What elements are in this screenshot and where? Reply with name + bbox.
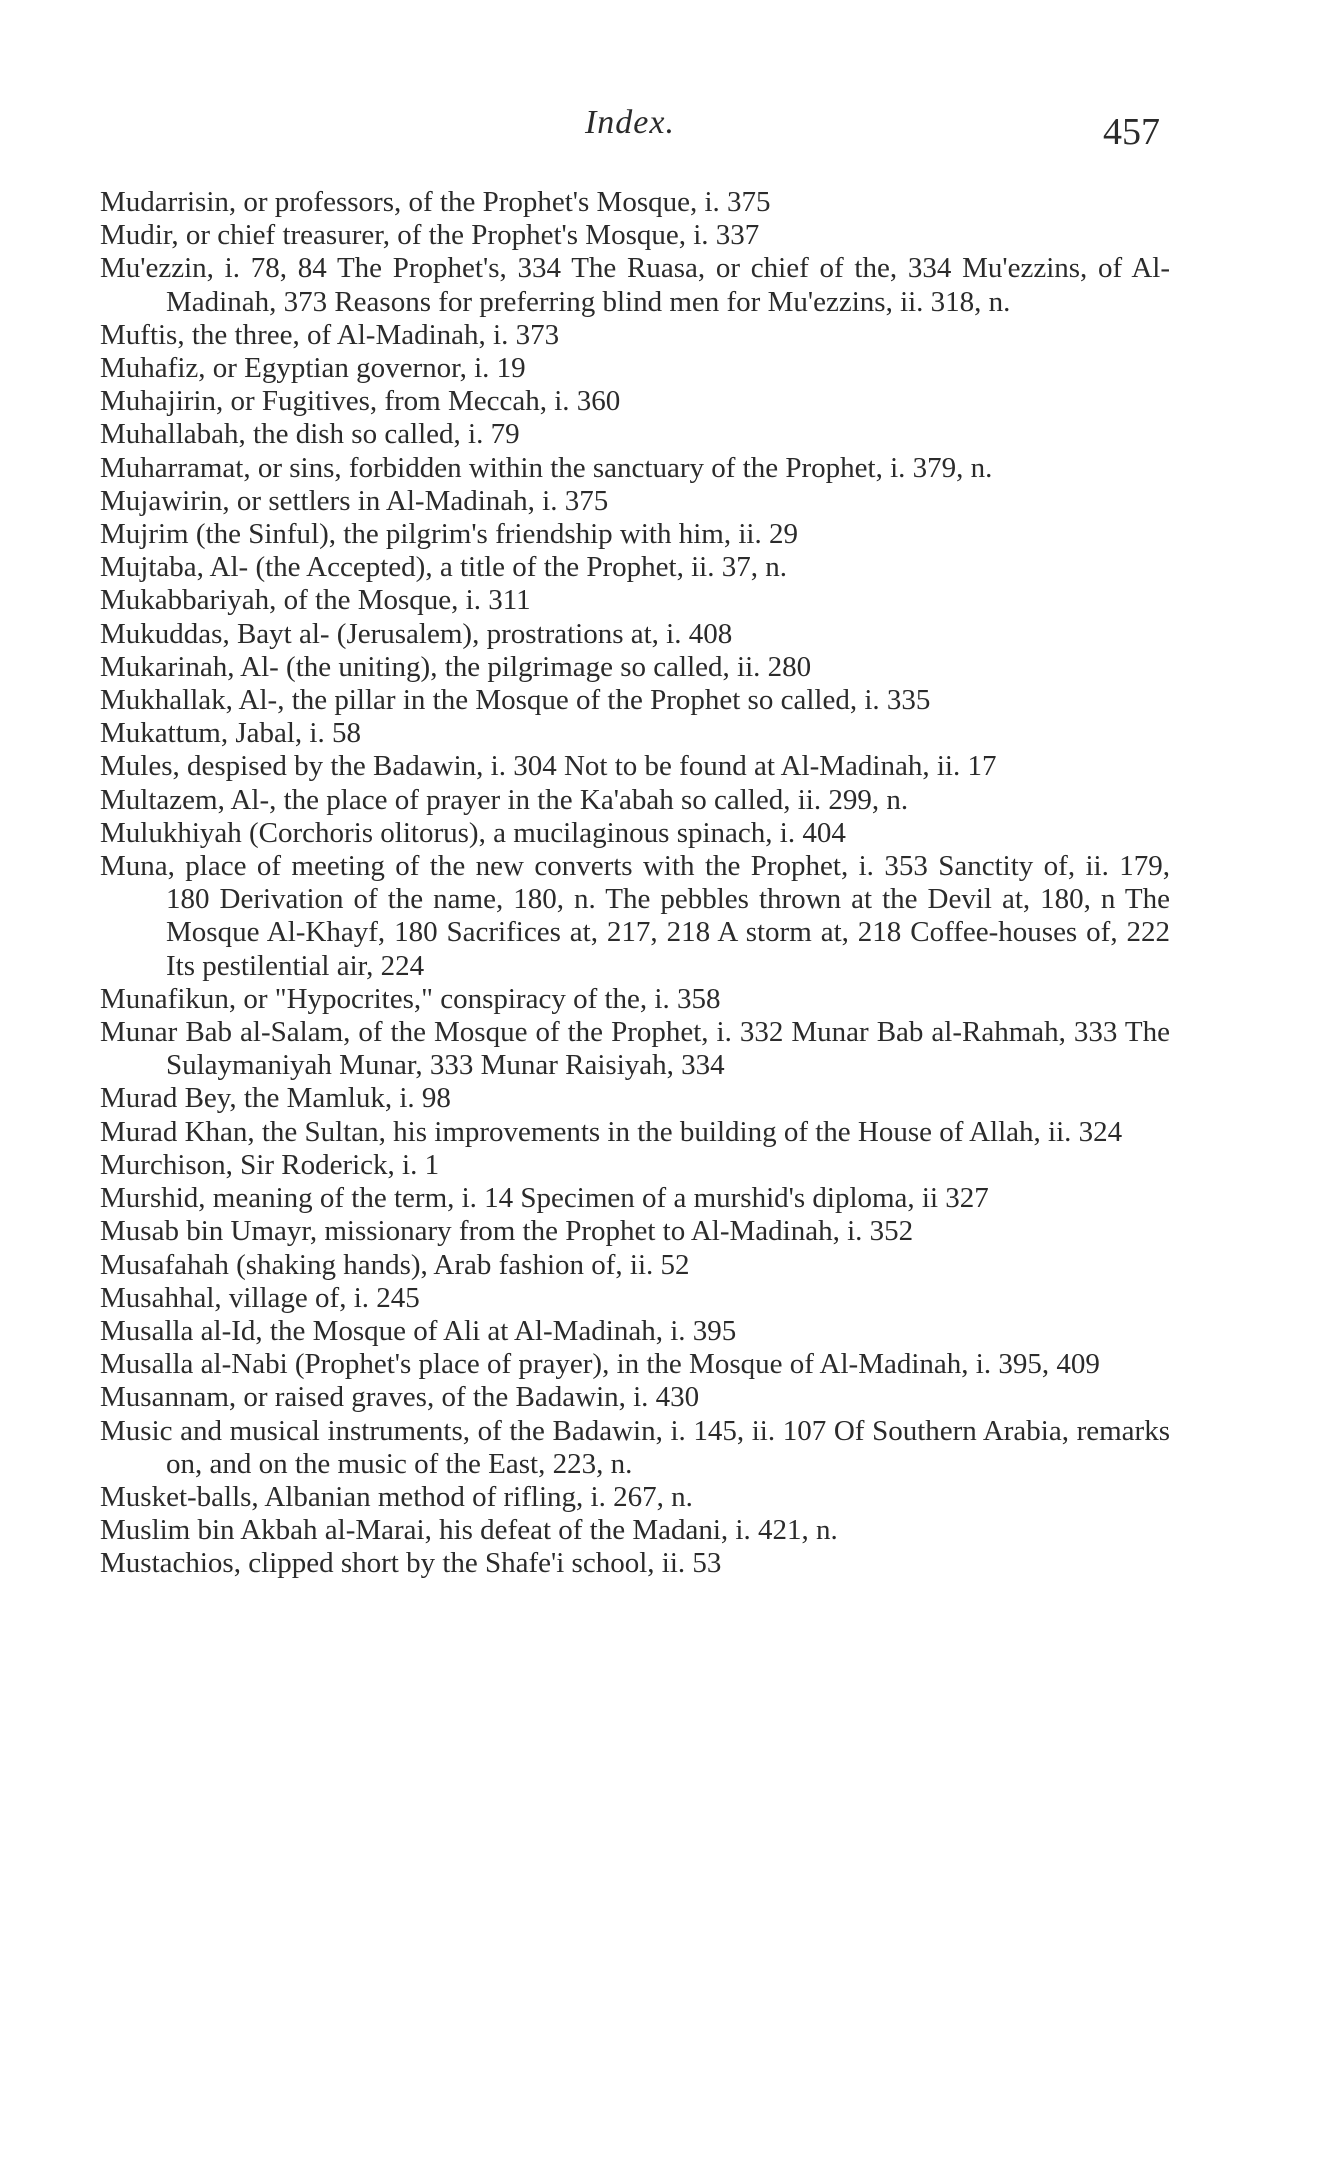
index-entry: Musket-balls, Albanian method of rifling, i. 267, n. bbox=[100, 1480, 693, 1513]
index-entry: Mujtaba, Al- (the Accepted), a title of the Prophet, ii. 37, n. bbox=[100, 551, 787, 584]
index-entry: Murad Khan, the Sultan, his improvements in the building of the House of Allah, ii. 324 bbox=[100, 1115, 1123, 1148]
index-entry: Multazem, Al-, the place of prayer in the Ka'abah so called, ii. 299, n. bbox=[100, 783, 909, 816]
index-entry: Musahhal, village of, i. 245 bbox=[100, 1281, 420, 1314]
index-entry: Mukabbariyah, of the Mosque, i. 311 bbox=[100, 584, 531, 617]
index-entry: Mudarrisin, or professors, of the Prophet's Mosque, i. 375 bbox=[100, 186, 771, 218]
index-entry: Muftis, the three, of Al-Madinah, i. 373 bbox=[100, 318, 560, 351]
index-entry: Munafikun, or "Hypocrites," conspiracy of the, i. 358 bbox=[100, 982, 721, 1015]
index-entry: Mujrim (the Sinful), the pilgrim's friendship with him, ii. 29 bbox=[100, 518, 798, 551]
index-entry: Mules, despised by the Badawin, i. 304 Not to be found at Al-Madinah, ii. 17 bbox=[100, 750, 997, 783]
page-number: 457 bbox=[1103, 111, 1160, 153]
index-entry: Musannam, or raised graves, of the Badawin, i. 430 bbox=[100, 1381, 700, 1414]
index-entry: Muhajirin, or Fugitives, from Meccah, i. 360 bbox=[100, 385, 621, 418]
index-entry: Mukattum, Jabal, i. 58 bbox=[100, 717, 361, 750]
index-entry: Mulukhiyah (Corchoris olitorus), a mucilaginous spinach, i. 404 bbox=[100, 816, 846, 849]
index-entry: Mukarinah, Al- (the uniting), the pilgrimage so called, ii. 280 bbox=[100, 650, 812, 683]
index-entry: Murshid, meaning of the term, i. 14 Specimen of a murshid's diploma, ii 327 bbox=[100, 1182, 989, 1215]
index-entry: Murad Bey, the Mamluk, i. 98 bbox=[100, 1082, 451, 1115]
index-entry: Muna, place of meeting of the new converts with the Prophet, i. 353 Sanctity of, ii. 179, 180 Derivation of the name, 180, n. The pebbles thrown at the Devil at, 180, n The Mosque Al-Khayf, 180 Sacrifices at, 217, 218 A storm at, 218 Coffee-houses of, 222 Its pestilential air, 224 bbox=[100, 850, 1170, 982]
index-entry: Muslim bin Akbah al-Marai, his defeat of the Madani, i. 421, n. bbox=[100, 1514, 838, 1547]
index-entry: Murchison, Sir Roderick, i. 1 bbox=[100, 1148, 440, 1181]
index-entry: Musab bin Umayr, missionary from the Prophet to Al-Madinah, i. 352 bbox=[100, 1215, 914, 1248]
index-entry: Musalla al-Id, the Mosque of Ali at Al-Madinah, i. 395 bbox=[100, 1314, 737, 1347]
index-entry: Munar Bab al-Salam, of the Mosque of the Prophet, i. 332 Munar Bab al-Rahmah, 333 The Sulaymaniyah Munar, 333 Munar Raisiyah, 334 bbox=[100, 1016, 1170, 1082]
index-entry: Mu'ezzin, i. 78, 84 The Prophet's, 334 The Ruasa, or chief of the, 334 Mu'ezzins, of Al-Madinah, 373 Reasons for preferring blind men for Mu'ezzins, ii. 318, n. bbox=[100, 252, 1170, 318]
running-title: Index. bbox=[584, 104, 675, 141]
index-entry: Music and musical instruments, of the Badawin, i. 145, ii. 107 Of Southern Arabia, remarks on, and on the music of the East, 223, n. bbox=[100, 1414, 1170, 1480]
index-entry: Mustachios, clipped short by the Shafe'i school, ii. 53 bbox=[100, 1547, 722, 1580]
running-head bbox=[100, 104, 1160, 164]
index-entries bbox=[100, 186, 1170, 1581]
index-entry: Mukuddas, Bayt al- (Jerusalem), prostrations at, i. 408 bbox=[100, 617, 733, 650]
index-entry: Muhafiz, or Egyptian governor, i. 19 bbox=[100, 352, 526, 385]
index-entry: Muharramat, or sins, forbidden within the sanctuary of the Prophet, i. 379, n. bbox=[100, 451, 993, 484]
index-entry: Mudir, or chief treasurer, of the Prophet's Mosque, i. 337 bbox=[100, 219, 760, 252]
index-entry: Musalla al-Nabi (Prophet's place of prayer), in the Mosque of Al-Madinah, i. 395, 409 bbox=[100, 1348, 1100, 1381]
index-entry: Musafahah (shaking hands), Arab fashion of, ii. 52 bbox=[100, 1248, 690, 1281]
index-entry: Mujawirin, or settlers in Al-Madinah, i. 375 bbox=[100, 484, 609, 517]
index-entry: Muhallabah, the dish so called, i. 79 bbox=[100, 418, 520, 451]
index-entry: Mukhallak, Al-, the pillar in the Mosque of the Prophet so called, i. 335 bbox=[100, 684, 931, 717]
